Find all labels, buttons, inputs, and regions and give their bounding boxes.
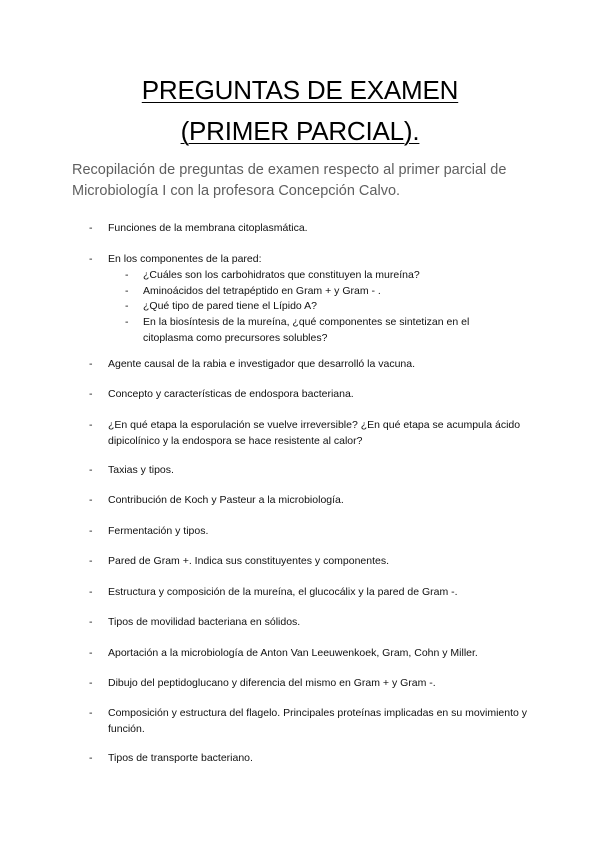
bullet-dash: -	[89, 707, 93, 719]
list-item	[89, 418, 529, 450]
bullet-dash: -	[89, 752, 93, 764]
bullet-dash: -	[89, 253, 93, 265]
question-text: Pared de Gram +. Indica sus constituyentes y componentes.	[108, 555, 390, 567]
question-text: Concepto y características de endospora bacteriana.	[108, 388, 354, 400]
list-item	[89, 221, 529, 237]
list-item	[89, 493, 529, 509]
list-item	[89, 252, 529, 347]
sub-question-text: ¿Cuáles son los carbohidratos que constituyen la mureína?	[143, 268, 420, 281]
sub-question-text: Aminoácidos del tetrapéptido en Gram + y Gram - .	[143, 284, 381, 297]
bullet-dash: -	[89, 222, 93, 234]
document-title-line-2: (PRIMER PARCIAL).	[180, 116, 420, 146]
question-text: Funciones de la membrana citoplasmática.	[108, 222, 308, 234]
question-text: ¿En qué etapa la esporulación se vuelve irreversible? ¿En qué etapa se acumpula ácido dipicolínico y la endospora se hace resistente al calor?	[108, 419, 521, 447]
list-item	[89, 706, 529, 738]
bullet-dash: -	[89, 419, 93, 431]
question-text: Contribución de Koch y Pasteur a la microbiología.	[108, 494, 344, 506]
sub-bullet-dash: -	[125, 316, 129, 329]
sub-list-item	[125, 268, 511, 284]
question-text: Agente causal de la rabia e investigador que desarrolló la vacuna.	[108, 358, 416, 370]
bullet-dash: -	[89, 647, 93, 659]
sub-list-item	[125, 315, 511, 347]
list-item	[89, 751, 529, 767]
question-text: Taxias y tipos.	[108, 464, 174, 476]
sub-bullet-dash: -	[125, 300, 129, 313]
list-item	[89, 615, 529, 631]
question-text: Dibujo del peptidoglucano y diferencia del mismo en Gram + y Gram -.	[108, 677, 436, 689]
list-item	[89, 585, 529, 601]
list-item	[89, 524, 529, 540]
list-item	[89, 676, 529, 692]
question-text: En los componentes de la pared:	[108, 253, 262, 265]
question-text: Composición y estructura del flagelo. Principales proteínas implicadas en su movimiento y función.	[108, 707, 528, 735]
sub-question-text: ¿Qué tipo de pared tiene el Lípido A?	[143, 300, 317, 313]
question-text: Tipos de transporte bacteriano.	[108, 752, 253, 764]
question-text: Fermentación y tipos.	[108, 525, 209, 537]
question-text: Estructura y composición de la mureína, el glucocálix y la pared de Gram -.	[108, 586, 458, 598]
sub-list-item	[125, 284, 511, 300]
bullet-dash: -	[89, 358, 93, 370]
sub-question-text: En la biosíntesis de la mureína, ¿qué componentes se sintetizan en el citoplasma como precursores solubles?	[143, 316, 470, 344]
list-item	[89, 554, 529, 570]
bullet-dash: -	[89, 464, 93, 476]
document-title-line-1: PREGUNTAS DE EXAMEN	[141, 75, 459, 105]
sub-list-item	[125, 299, 511, 315]
bullet-dash: -	[89, 388, 93, 400]
bullet-dash: -	[89, 677, 93, 689]
question-text: Aportación a la microbiología de Anton Van Leeuwenkoek, Gram, Cohn y Miller.	[108, 647, 478, 659]
list-item	[89, 387, 529, 403]
question-text: Tipos de movilidad bacteriana en sólidos.	[108, 616, 301, 628]
bullet-dash: -	[89, 494, 93, 506]
sub-bullet-dash: -	[125, 284, 129, 297]
list-item	[89, 646, 529, 662]
bullet-dash: -	[89, 616, 93, 628]
list-item	[89, 357, 529, 373]
bullet-dash: -	[89, 586, 93, 598]
intro-paragraph: Recopilación de preguntas de examen respecto al primer parcial de Microbiología I con la profesora Concepción Calvo.	[72, 162, 507, 199]
list-item	[89, 463, 529, 479]
bullet-dash: -	[89, 525, 93, 537]
sub-bullet-dash: -	[125, 268, 129, 281]
bullet-dash: -	[89, 555, 93, 567]
